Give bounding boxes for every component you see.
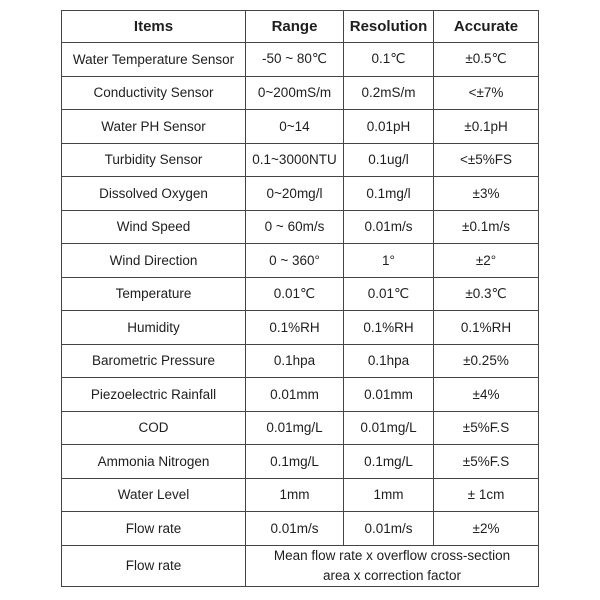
- table-row: [62, 378, 539, 412]
- accurate-cell: 0.1%RH: [434, 311, 539, 345]
- accurate-cell: ±3%: [434, 177, 539, 211]
- item-cell: Flow rate: [62, 545, 246, 586]
- resolution-cell: 0.1℃: [344, 43, 434, 77]
- resolution-cell: 0.1mg/l: [344, 177, 434, 211]
- item-cell: Flow rate: [62, 512, 246, 546]
- accurate-cell: ±0.5℃: [434, 43, 539, 77]
- item-cell: COD: [62, 411, 246, 445]
- range-cell: 0.1hpa: [246, 344, 344, 378]
- range-cell: 0.01mm: [246, 378, 344, 412]
- range-cell: 0.01℃: [246, 277, 344, 311]
- item-cell: Wind Direction: [62, 244, 246, 278]
- item-cell: Barometric Pressure: [62, 344, 246, 378]
- resolution-cell: 0.2mS/m: [344, 76, 434, 110]
- item-cell: Water Level: [62, 478, 246, 512]
- table-row: [62, 244, 539, 278]
- table-row: [62, 210, 539, 244]
- table-row: [62, 311, 539, 345]
- range-cell: 0.01m/s: [246, 512, 344, 546]
- resolution-cell: 0.01℃: [344, 277, 434, 311]
- resolution-cell: 0.1mg/L: [344, 445, 434, 479]
- range-cell: 0.01mg/L: [246, 411, 344, 445]
- header-resolution: Resolution: [344, 11, 434, 43]
- table-row: [62, 478, 539, 512]
- table-row: [62, 512, 539, 546]
- accurate-cell: ±0.3℃: [434, 277, 539, 311]
- item-cell: Piezoelectric Rainfall: [62, 378, 246, 412]
- item-cell: Wind Speed: [62, 210, 246, 244]
- accurate-cell: ±5%F.S: [434, 445, 539, 479]
- range-cell: 0.1%RH: [246, 311, 344, 345]
- resolution-cell: 0.1ug/l: [344, 143, 434, 177]
- table-row-merged: [62, 545, 539, 586]
- range-cell: 0~20mg/l: [246, 177, 344, 211]
- range-cell: 0.1mg/L: [246, 445, 344, 479]
- sensor-spec-table: [61, 10, 539, 587]
- table-row: [62, 445, 539, 479]
- resolution-cell: 0.01m/s: [344, 512, 434, 546]
- resolution-cell: 1°: [344, 244, 434, 278]
- table-row: [62, 344, 539, 378]
- range-cell: 0~200mS/m: [246, 76, 344, 110]
- resolution-cell: 0.01pH: [344, 110, 434, 144]
- item-cell: Temperature: [62, 277, 246, 311]
- header-range: Range: [246, 11, 344, 43]
- accurate-cell: ±0.1m/s: [434, 210, 539, 244]
- range-cell: 0 ~ 60m/s: [246, 210, 344, 244]
- resolution-cell: 0.01mg/L: [344, 411, 434, 445]
- accurate-cell: ±0.25%: [434, 344, 539, 378]
- resolution-cell: 0.1hpa: [344, 344, 434, 378]
- table-row: [62, 110, 539, 144]
- item-cell: Water Temperature Sensor: [62, 43, 246, 77]
- item-cell: Ammonia Nitrogen: [62, 445, 246, 479]
- range-cell: 0.1~3000NTU: [246, 143, 344, 177]
- accurate-cell: ±4%: [434, 378, 539, 412]
- resolution-cell: 1mm: [344, 478, 434, 512]
- formula-line-1: Mean flow rate x overflow cross-section: [273, 547, 511, 563]
- accurate-cell: ±5%F.S: [434, 411, 539, 445]
- range-cell: 1mm: [246, 478, 344, 512]
- table-row: [62, 76, 539, 110]
- accurate-cell: <±7%: [434, 76, 539, 110]
- header-accurate: Accurate: [434, 11, 539, 43]
- resolution-cell: 0.1%RH: [344, 311, 434, 345]
- header-row: [62, 11, 539, 43]
- accurate-cell: ±2%: [434, 512, 539, 546]
- item-cell: Water PH Sensor: [62, 110, 246, 144]
- resolution-cell: 0.01m/s: [344, 210, 434, 244]
- table-row: [62, 177, 539, 211]
- table-row: [62, 277, 539, 311]
- accurate-cell: <±5%FS: [434, 143, 539, 177]
- table-row: [62, 143, 539, 177]
- accurate-cell: ±2°: [434, 244, 539, 278]
- item-cell: Conductivity Sensor: [62, 76, 246, 110]
- range-cell: 0 ~ 360°: [246, 244, 344, 278]
- range-cell: 0~14: [246, 110, 344, 144]
- table-row: [62, 43, 539, 77]
- header-items: Items: [62, 11, 246, 43]
- item-cell: Dissolved Oxygen: [62, 177, 246, 211]
- item-cell: Humidity: [62, 311, 246, 345]
- merged-formula-cell: [246, 545, 539, 586]
- table-row: [62, 411, 539, 445]
- formula-line-2: area x correction factor: [322, 567, 462, 583]
- accurate-cell: ±0.1pH: [434, 110, 539, 144]
- accurate-cell: ± 1cm: [434, 478, 539, 512]
- resolution-cell: 0.01mm: [344, 378, 434, 412]
- range-cell: -50 ~ 80℃: [246, 43, 344, 77]
- item-cell: Turbidity Sensor: [62, 143, 246, 177]
